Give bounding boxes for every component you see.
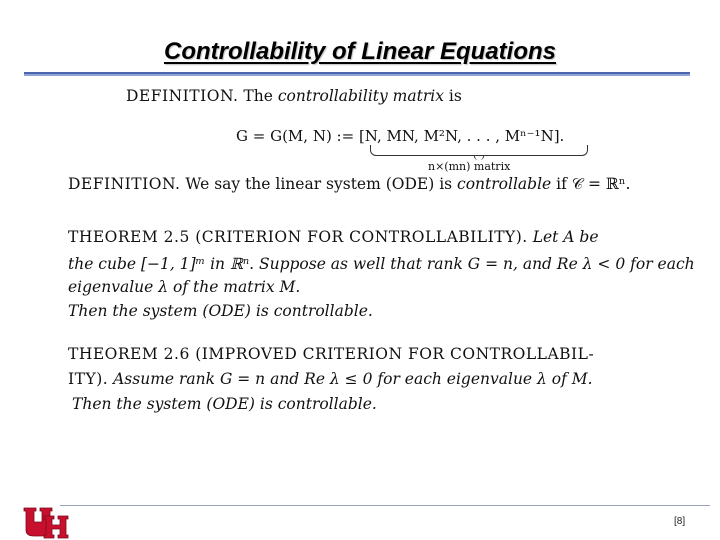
theorem-2-5-line: eigenvalue λ of the matrix M. <box>68 278 301 296</box>
theorem-2-6-line <box>68 370 593 388</box>
footer-divider <box>60 505 710 506</box>
theorem-2-5-conclusion: Then the system (ODE) is controllable. <box>68 302 373 320</box>
theorem-2-6-header: THEOREM 2.6 (IMPROVED CRITERION FOR CONTROLLABIL- <box>68 345 595 363</box>
definition-term: controllability matrix <box>277 87 444 105</box>
theorem-2-6-conclusion: Then the system (ODE) is controllable. <box>72 395 377 413</box>
theorem-2-5-line: the cube [−1, 1]ᵐ in ℝⁿ. Suppose as well that rank G = n, and Re λ < 0 for each <box>68 255 695 273</box>
definition-controllability-matrix <box>126 87 462 105</box>
definition-text-post: is <box>448 87 462 105</box>
definition-text-post: if 𝒞 = ℝⁿ. <box>556 175 631 193</box>
definition-term: controllable <box>457 175 552 193</box>
theorem-text: Assume rank G = n and Re λ ≤ 0 for each eigenvalue λ of M. <box>113 370 593 388</box>
theorem-2-5-header <box>68 228 599 246</box>
definition-label: DEFINITION. <box>126 87 239 105</box>
university-logo-icon <box>22 506 70 540</box>
page-number: [8] <box>674 516 686 527</box>
slide-title: Controllability of Linear Equations <box>163 38 556 65</box>
definition-text-pre: The <box>243 87 273 105</box>
controllability-matrix-formula: G = G(M, N) := [N, MN, M²N, . . . , Mⁿ⁻¹N]. <box>236 127 565 145</box>
definition-text-pre: We say the linear system (ODE) is <box>185 175 453 193</box>
definition-controllable <box>68 175 630 194</box>
theorem-text: Let A be <box>532 228 599 246</box>
theorem-label: THEOREM 2.5 (CRITERION FOR CONTROLLABILITY). <box>68 228 528 246</box>
title-divider <box>24 72 690 76</box>
underbrace-label: n×(mn) matrix <box>428 160 511 173</box>
definition-label: DEFINITION. <box>68 175 181 193</box>
theorem-label: ITY). <box>68 370 109 388</box>
